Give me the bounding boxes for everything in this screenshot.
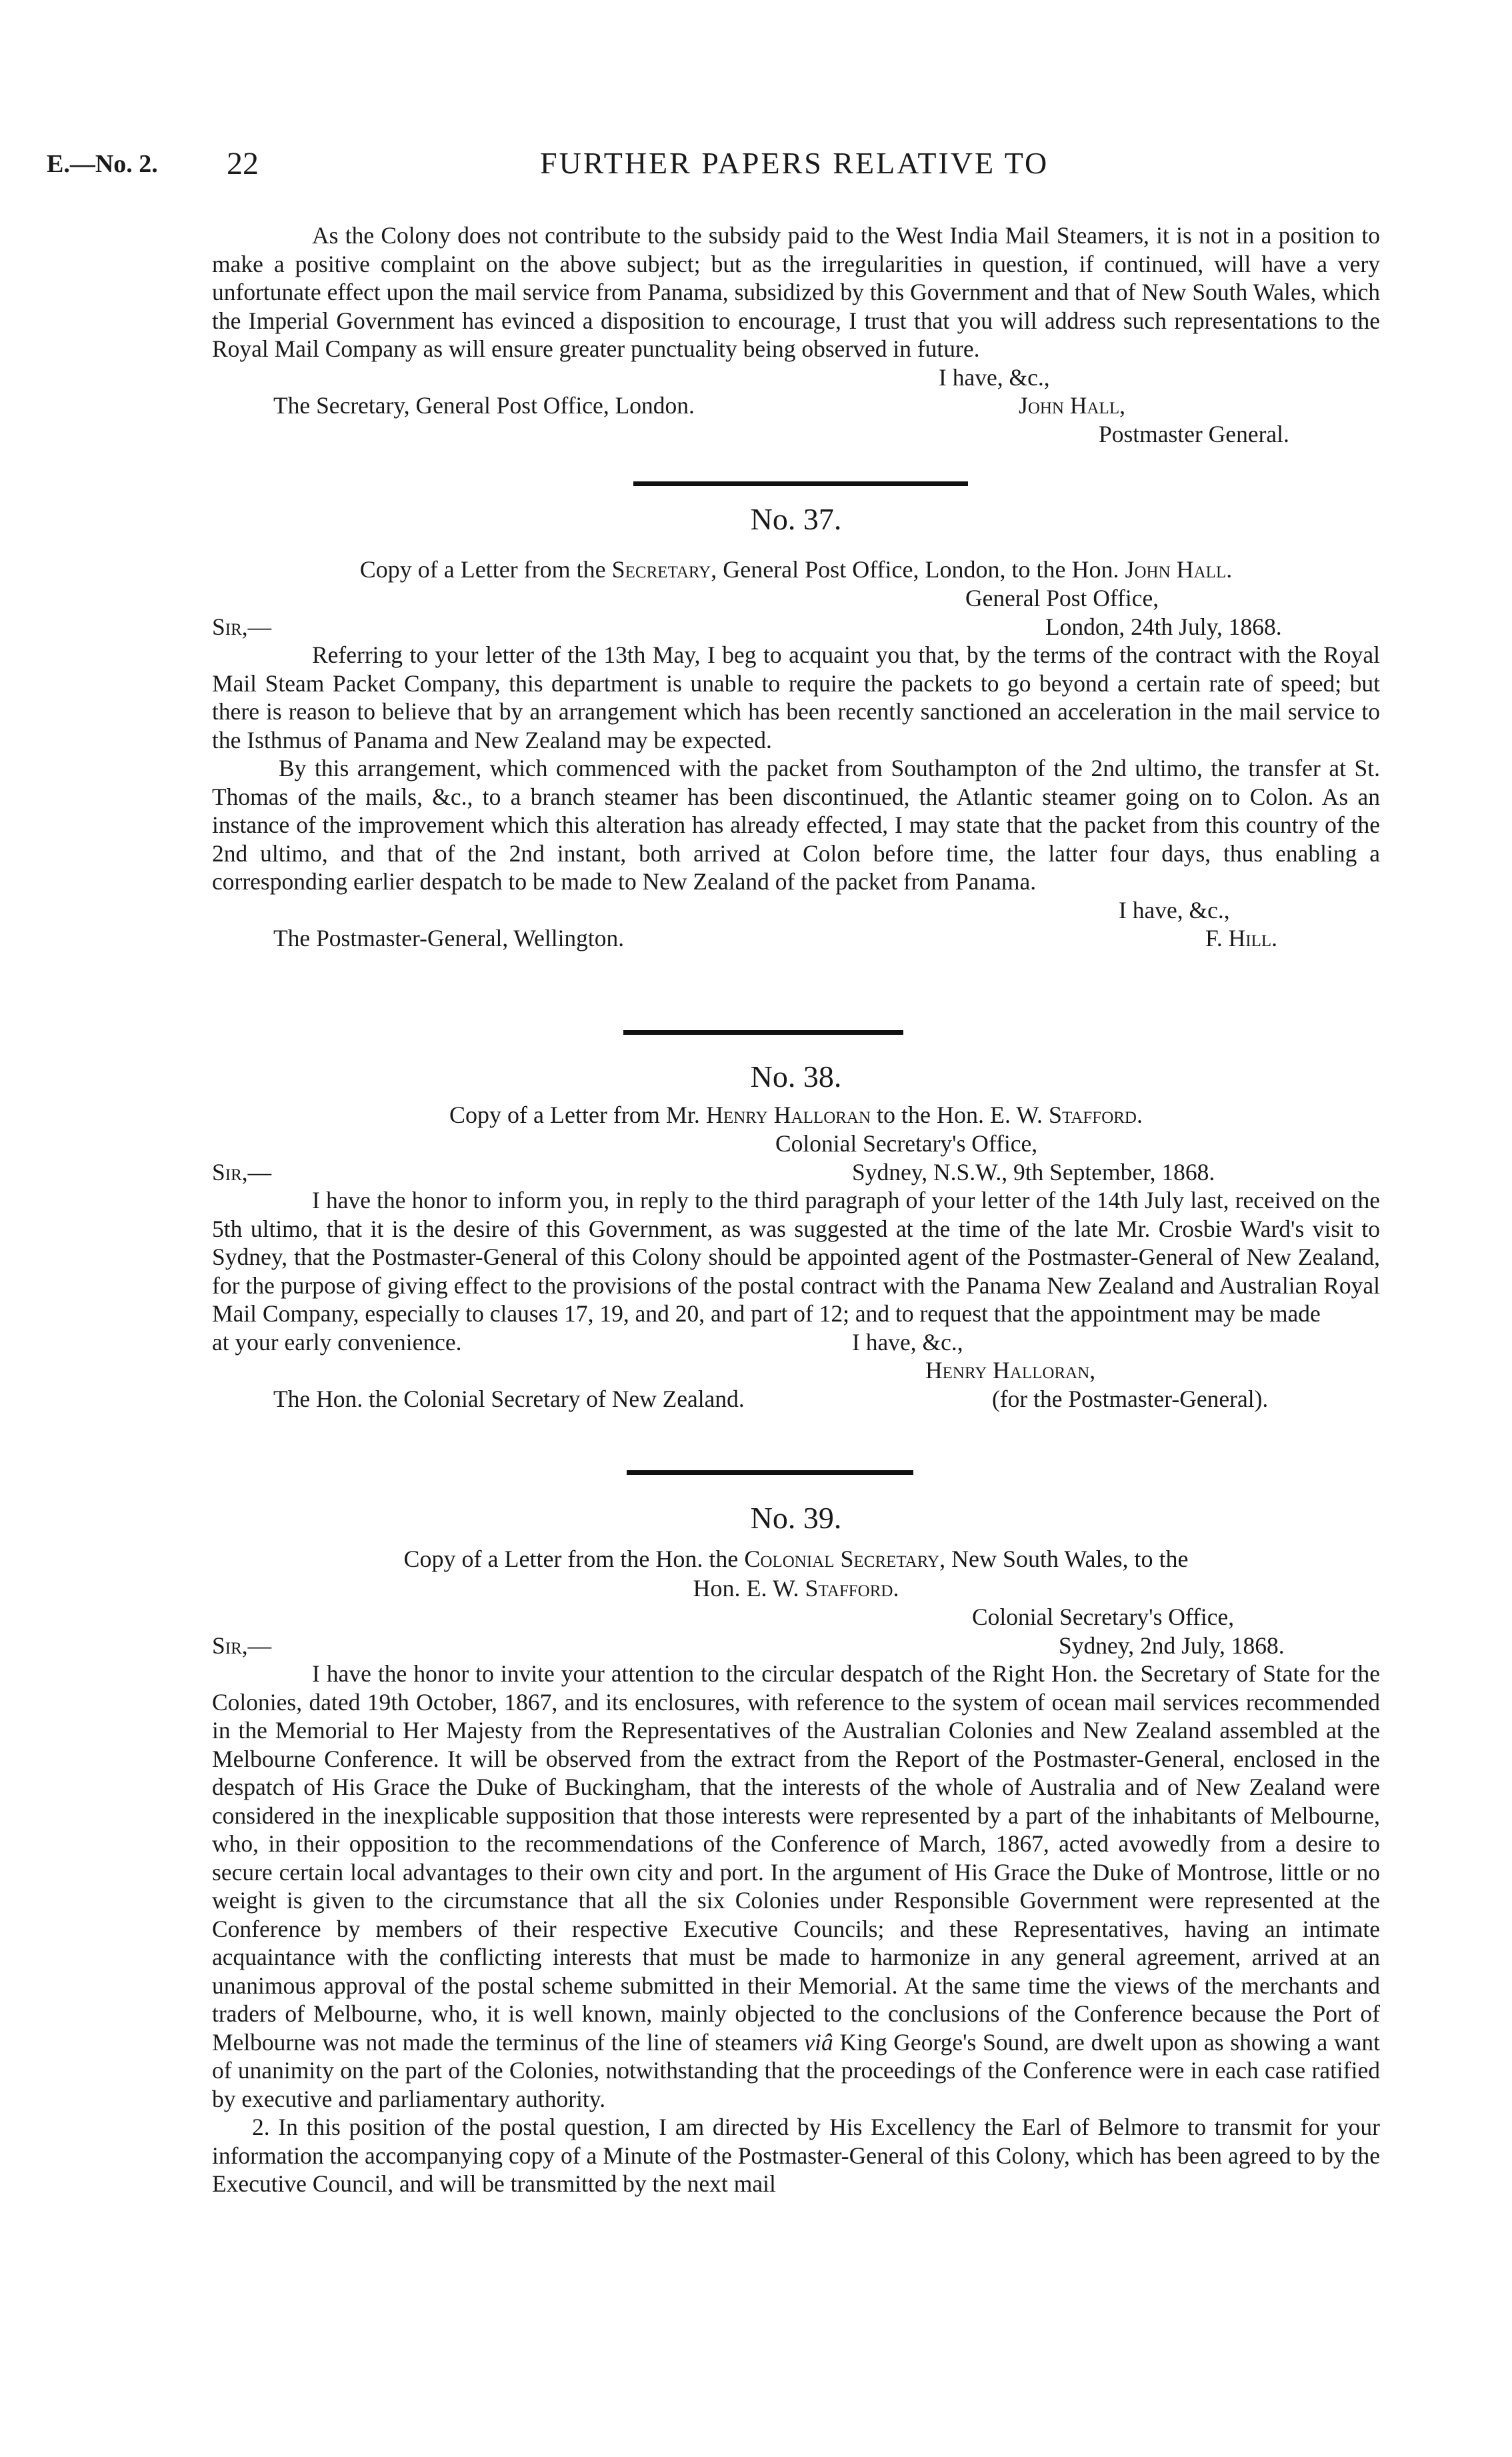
caption-text: Copy of a Letter from Mr. [449,1101,706,1128]
paragraph-italic: viâ [804,2028,833,2056]
caption-recipient: Stafford [805,1575,893,1602]
top-letter-closing-row [212,363,1380,392]
letter-37-salutation: Sir,— [212,613,272,640]
caption-text: , New South Wales, to the [939,1546,1189,1572]
letter-38-address-1: Colonial Secretary's Office, [775,1130,1038,1157]
letter-38-last-line: at your early convenience. [212,1328,462,1356]
letter-38-number: No. 38. [750,1059,842,1093]
letter-38-salutation: Sir,— [212,1158,272,1185]
letter-37 [212,555,1380,953]
caption-text: Hon. E. W. [693,1575,805,1602]
letter-39-caption-line-2 [212,1574,1380,1603]
letter-38-paragraph-1: I have the honor to inform you, in reply to the third paragraph of your letter of the 14th July last, received on the 5th ultimo, that it is the desire of this Government, as was suggested at the time of the late Mr. Crosbie Ward's visit to Sydney, that the Postmaster-General of this Colony should be appointed agent of the Postmaster-General of New Zealand, for the purpose of giving effect to the provisions of the postal contract with the Panama New Zealand and Australian Royal Mail Company, especially to clauses 17, 19, and 20, and part of 12; and to request that the appointment may be made [212,1187,1380,1327]
top-letter-addressee: The Secretary, General Post Office, London. [273,392,695,419]
page-number: 22 [227,146,259,181]
letter-38-address-row-1 [212,1129,1380,1158]
letter-38-signer: Henry Halloran, [925,1357,1096,1384]
top-letter-signer-title: Postmaster General. [1099,420,1289,447]
letter-37-address-2: London, 24th July, 1868. [1045,613,1282,640]
caption-text: Copy of a Letter from the Hon. the [403,1546,745,1572]
top-letter-paragraph: As the Colony does not contribute to the subsidy paid to the West India Mail Steamers, it is not in a position to make a positive complaint on the above subject; but as the irregularities in question, if continued, will have a very unfortunate effect upon the mail service from Panama, subsidized by this Government and that of New South Wales, which the Imperial Government has evinced a disposition to encourage, I trust that you will address such representations to the Royal Mail Company as will ensure greater punctuality being observed in future. [212,222,1380,362]
letter-37-signer: F. Hill. [1205,925,1278,951]
caption-text: . [1226,556,1233,583]
letter-38-address-row-2 [212,1158,1380,1187]
letter-38 [212,1100,1380,1413]
running-title: FURTHER PAPERS RELATIVE TO [540,146,1049,180]
letter-38-closing-row [212,1328,1380,1357]
letter-37-signature-row [212,924,1380,953]
caption-text: . [1136,1101,1143,1128]
letter-37-closing-row [212,896,1380,925]
caption-recipient: Stafford [1049,1101,1137,1128]
letter-38-addressee: The Hon. the Colonial Secretary of New Zealand. [273,1385,745,1412]
caption-text: , General Post Office, London, to the Hon. [711,556,1125,583]
letter-39-address-row-2 [212,1632,1380,1660]
letter-38-addressee-row [212,1385,1380,1414]
caption-text: . [893,1575,899,1602]
caption-sender: Secretary [611,556,711,583]
letter-37-addressee: The Postmaster-General, Wellington. [273,925,625,951]
paper-reference: E.—No. 2. [47,150,158,178]
letter-37-paragraph-1: Referring to your letter of the 13th May, I beg to acquaint you that, by the terms of the contract with the Royal Mail Steam Packet Company, this department is unable to require the packets to go beyond a certain rate of speed; but there is reason to believe that by an arrangement which has been recently sanctioned an acceleration in the mail service to the Isthmus of Panama and New Zealand may be expected. [212,641,1380,753]
caption-recipient: John Hall [1125,556,1227,583]
letter-39-address-row-1 [212,1603,1380,1632]
paragraph-text: I have the honor to invite your attention to the circular despatch of the Right Hon. the Secretary of State for the Colonies, dated 19th October, 1867, and its enclosures, with reference to the system of ocean mail services recommended in the Memorial to Her Majesty from the Representatives of the Australian Colonies and New Zealand assembled at the Melbourne Conference. It will be observed from the extract from the Report of the Postmaster-General, enclosed in the despatch of His Grace the Duke of Buckingham, that the interests of the whole of Australia and of New Zealand were considered in the inexplicable supposition that those interests were represented by a part of the inhabitants of Melbourne, who, in their opposition to the recommendations of the Conference of March, 1867, acted avowedly from a desire to secure certain local advantages to their own city and port. In the argument of His Grace the Duke of Montrose, little or no weight is given to the circumstance that all the six Colonies under Responsible Government were represented at the Conference by members of their respective Executive Councils; and these Representatives, having an intimate acquaintance with the conflicting interests that must be made to harmonize in any general agreement, arrived at an unanimous approval of the postal scheme submitted in their Memorial. At the same time the views of the merchants and traders of Melbourne, who, it is well known, mainly objected to the conclusions of the Conference because the Port of Melbourne was not made the terminus of the line of steamers [212,1660,1380,2056]
letter-38-closing: I have, &c., [852,1328,963,1356]
letter-37-address-row-1 [212,584,1380,613]
top-letter-closing: I have, &c., [939,363,1050,391]
letter-37-address-1: General Post Office, [965,585,1159,611]
letter-38-address-2: Sydney, N.S.W., 9th September, 1868. [852,1158,1215,1185]
letter-38-signer-row [212,1356,1380,1385]
letter-39 [212,1544,1380,2198]
letter-39-number: No. 39. [750,1501,842,1535]
section-divider [623,1030,903,1035]
paragraph-text: King George's Sound, are dwelt upon as showing a want of unanimity on the part of the Colonies, notwithstanding that the proceedings of the Conference were in each case ratified by executive and parliamentary authority. [212,2028,1381,2112]
top-letter-title-row [212,420,1380,449]
letter-39-address-1: Colonial Secretary's Office, [972,1604,1235,1630]
letter-38-caption [212,1100,1380,1129]
letter-39-paragraph-1 [212,1660,1380,2113]
letter-39-paragraph-2: 2. In this position of the postal question, I am directed by His Excellency the Earl of Belmore to transmit for your information the accompanying copy of a Minute of the Postmaster-General of this Colony, which has been agreed to by the Executive Council, and will be transmitted by the next mail [212,2114,1380,2197]
caption-text: Copy of a Letter from the [359,556,612,583]
caption-sender: Colonial Secretary [744,1546,940,1572]
caption-text: to the Hon. E. W. [871,1101,1049,1128]
letter-37-caption [212,555,1380,584]
letter-39-address-2: Sydney, 2nd July, 1868. [1059,1632,1285,1659]
letter-37-paragraph-2: By this arrangement, which commenced with the packet from Southampton of the 2nd ultimo, the transfer at St. Thomas of the mails, &c., to a branch steamer has been discontinued, the Atlantic steamer going on to Colon. As an instance of the improvement which this alteration has already effected, I may state that the packet from this country of the 2nd ultimo, and that of the 2nd instant, both arrived at Colon before time, the latter four days, thus enabling a corresponding earlier despatch to be made to New Zealand of the packet from Panama. [212,755,1380,895]
top-letter-signer: John Hall, [1019,392,1125,419]
section-divider [627,1470,913,1475]
top-letter-address-row [212,391,1380,420]
letter-38-signer-note: (for the Postmaster-General). [992,1385,1269,1412]
letter-39-caption-line-1 [212,1544,1380,1574]
letter-37-number: No. 37. [750,502,842,536]
letter-37-address-row-2 [212,613,1380,641]
top-letter [212,221,1380,448]
section-divider [633,481,968,486]
letter-37-closing: I have, &c., [1119,896,1230,923]
page-header [47,145,1420,185]
caption-sender: Henry Halloran [705,1101,871,1128]
letter-39-salutation: Sir,— [212,1632,272,1659]
